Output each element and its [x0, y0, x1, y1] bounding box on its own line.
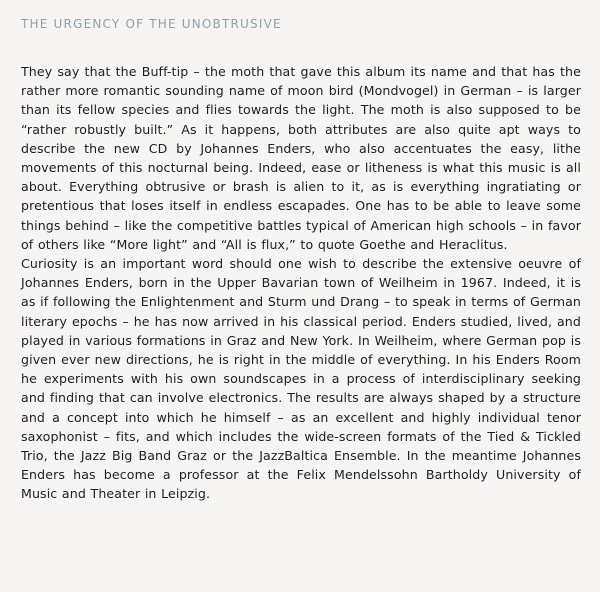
paragraph-buff-tip: They say that the Buff-tip – the moth that gave this album its name and that has the rather more romantic sounding name of moon bird (Mondvogel) in German – is larger than its fellow species and flies towards the light. The moth is also supposed to be “rather robustly built.” As it happens, both attributes are also quite apt ways to describe the new CD by Johannes Enders, who also accentuates the easy, lithe movements of this nocturnal being. Indeed, ease or litheness is what this music is all about. Everything obtrusive or brash is alien to it, as is everything ingratiating or pretentious that loses itself in endless escapades. One has to be able to leave some things behind – like the competitive battles typical of American high schools – in favor of others like “More light” and “All is flux,” to quote Goethe and Heraclitus. — [21, 64, 581, 252]
page-title: THE URGENCY OF THE UNOBTRUSIVE — [21, 17, 282, 31]
paragraph-curiosity: Curiosity is an important word should one wish to describe the extensive oeuvre of Johannes Enders, born in the Upper Bavarian town of Weilheim in 1967. Indeed, it is as if following the Enlightenment and Sturm und Drang – to speak in terms of German literary epochs – he has now arrived in his classical period. Enders studied, lived, and played in various formations in Graz and New York. In Weilheim, where German pop is given ever new directions, he is right in the middle of everything. In his Enders Room he experiments with his own soundscapes in a process of interdisciplinary seeking and finding that can involve electronics. The results are always shaped by a structure and a concept into which he himself – as an excellent and highly individual tenor saxophonist – fits, and which includes the wide-screen formats of the Tied & Tickled Trio, the Jazz Big Band Graz or the JazzBaltica Ensemble. In the meantime Johannes Enders has become a professor at the Felix Mendelssohn Bartholdy University of Music and Theater in Leipzig. — [21, 256, 581, 502]
